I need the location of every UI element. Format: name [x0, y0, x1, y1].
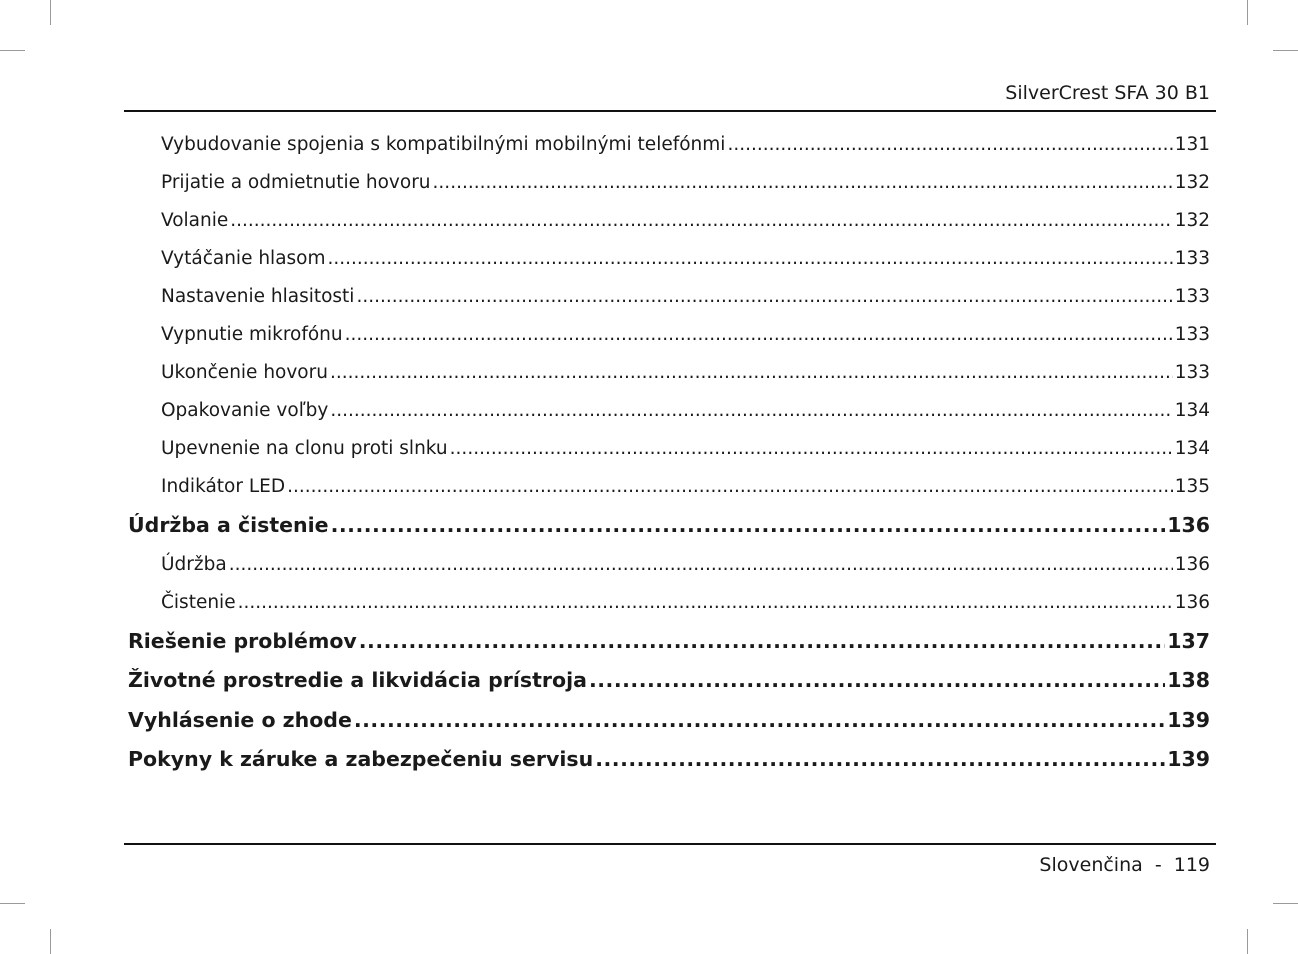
- toc-section-label: Životné prostredie a likvidácia prístroja: [128, 668, 587, 692]
- toc-dot-leader: [328, 240, 1173, 278]
- toc-entry-page: 133: [1174, 248, 1210, 269]
- toc-entry-label: Ukončenie hovoru: [161, 362, 328, 383]
- table-of-contents: [128, 126, 1210, 780]
- toc-dot-leader: [330, 392, 1172, 430]
- toc-entry[interactable]: [128, 430, 1210, 468]
- toc-section-entry[interactable]: [128, 622, 1210, 662]
- toc-entry-label: Upevnenie na clonu proti slnku: [161, 438, 448, 459]
- page-footer: [1039, 853, 1210, 877]
- footer-rule: [124, 843, 1216, 845]
- toc-entry[interactable]: [128, 468, 1210, 506]
- toc-entry-label: Údržba: [161, 553, 227, 575]
- toc-dot-leader: [345, 316, 1173, 354]
- toc-entry-page: 135: [1174, 476, 1210, 497]
- crop-mark-top-right-horizontal: [1273, 50, 1298, 51]
- toc-entry[interactable]: [128, 354, 1210, 392]
- toc-entry-page: 133: [1174, 286, 1210, 307]
- toc-section-page: 139: [1167, 747, 1210, 771]
- toc-dot-leader: [359, 622, 1165, 662]
- crop-mark-bottom-left-vertical: [50, 929, 51, 954]
- toc-section-entry[interactable]: [128, 506, 1210, 546]
- toc-section-page: 136: [1167, 513, 1210, 537]
- footer-page-number: 119: [1173, 854, 1210, 876]
- toc-entry-page: 133: [1174, 362, 1210, 383]
- toc-dot-leader: [589, 661, 1165, 701]
- toc-section-entry[interactable]: [128, 740, 1210, 780]
- toc-entry-label: Opakovanie voľby: [161, 400, 329, 421]
- toc-section-label: Údržba a čistenie: [128, 513, 329, 537]
- toc-entry-label: Čistenie: [161, 591, 236, 613]
- toc-entry-page: 134: [1174, 400, 1210, 421]
- toc-entry-page: 131: [1174, 134, 1210, 155]
- toc-dot-leader: [450, 430, 1173, 468]
- toc-dot-leader: [433, 164, 1173, 202]
- toc-entry[interactable]: [128, 126, 1210, 164]
- toc-entry-label: Vybudovanie spojenia s kompatibilnými mobilnými telefónmi: [161, 134, 726, 155]
- toc-entry-page: 132: [1174, 172, 1210, 193]
- toc-entry-page: 136: [1174, 591, 1210, 613]
- toc-dot-leader: [356, 278, 1172, 316]
- toc-entry-page: 136: [1174, 553, 1210, 575]
- toc-dot-leader: [595, 740, 1165, 780]
- toc-entry-page: 134: [1174, 438, 1210, 459]
- toc-dot-leader: [727, 126, 1172, 164]
- toc-entry-label: Vytáčanie hlasom: [161, 248, 326, 269]
- toc-entry[interactable]: [128, 546, 1210, 584]
- toc-dot-leader: [230, 202, 1172, 240]
- page-header-title: SilverCrest SFA 30 B1: [1005, 82, 1210, 104]
- footer-language: Slovenčina: [1039, 854, 1143, 876]
- toc-entry[interactable]: [128, 316, 1210, 354]
- toc-entry-page: 133: [1174, 324, 1210, 345]
- toc-section-entry[interactable]: [128, 661, 1210, 701]
- toc-section-page: 139: [1167, 707, 1210, 732]
- toc-entry-label: Volanie: [161, 210, 229, 231]
- toc-entry-label: Vypnutie mikrofónu: [161, 324, 343, 345]
- toc-entry[interactable]: [128, 278, 1210, 316]
- crop-mark-top-right-vertical: [1247, 0, 1248, 25]
- crop-mark-bottom-left-horizontal: [0, 903, 25, 904]
- crop-mark-top-left-horizontal: [0, 50, 25, 51]
- toc-entry[interactable]: [128, 164, 1210, 202]
- toc-entry[interactable]: [128, 392, 1210, 430]
- toc-entry[interactable]: [128, 584, 1210, 622]
- toc-entry-label: Prijatie a odmietnutie hovoru: [161, 172, 431, 193]
- toc-entry[interactable]: [128, 202, 1210, 240]
- crop-mark-bottom-right-vertical: [1247, 929, 1248, 954]
- toc-section-label: Vyhlásenie o zhode: [128, 707, 352, 732]
- toc-dot-leader: [330, 354, 1173, 392]
- toc-entry-label: Indikátor LED: [161, 476, 286, 497]
- toc-dot-leader: [229, 546, 1173, 584]
- toc-section-label: Pokyny k záruke a zabezpečeniu servisu: [128, 747, 594, 771]
- crop-mark-bottom-right-horizontal: [1273, 903, 1298, 904]
- toc-section-label: Riešenie problémov: [128, 628, 357, 653]
- toc-entry-page: 132: [1174, 210, 1210, 231]
- footer-separator: -: [1154, 854, 1162, 876]
- header-rule: [124, 110, 1216, 112]
- toc-dot-leader: [238, 584, 1173, 622]
- toc-section-page: 138: [1167, 668, 1210, 692]
- toc-dot-leader: [287, 468, 1173, 506]
- crop-mark-top-left-vertical: [50, 0, 51, 25]
- toc-dot-leader: [331, 506, 1166, 546]
- toc-entry[interactable]: [128, 240, 1210, 278]
- toc-section-entry[interactable]: [128, 701, 1210, 741]
- toc-entry-label: Nastavenie hlasitosti: [161, 286, 355, 307]
- toc-dot-leader: [354, 701, 1165, 741]
- toc-section-page: 137: [1167, 628, 1210, 653]
